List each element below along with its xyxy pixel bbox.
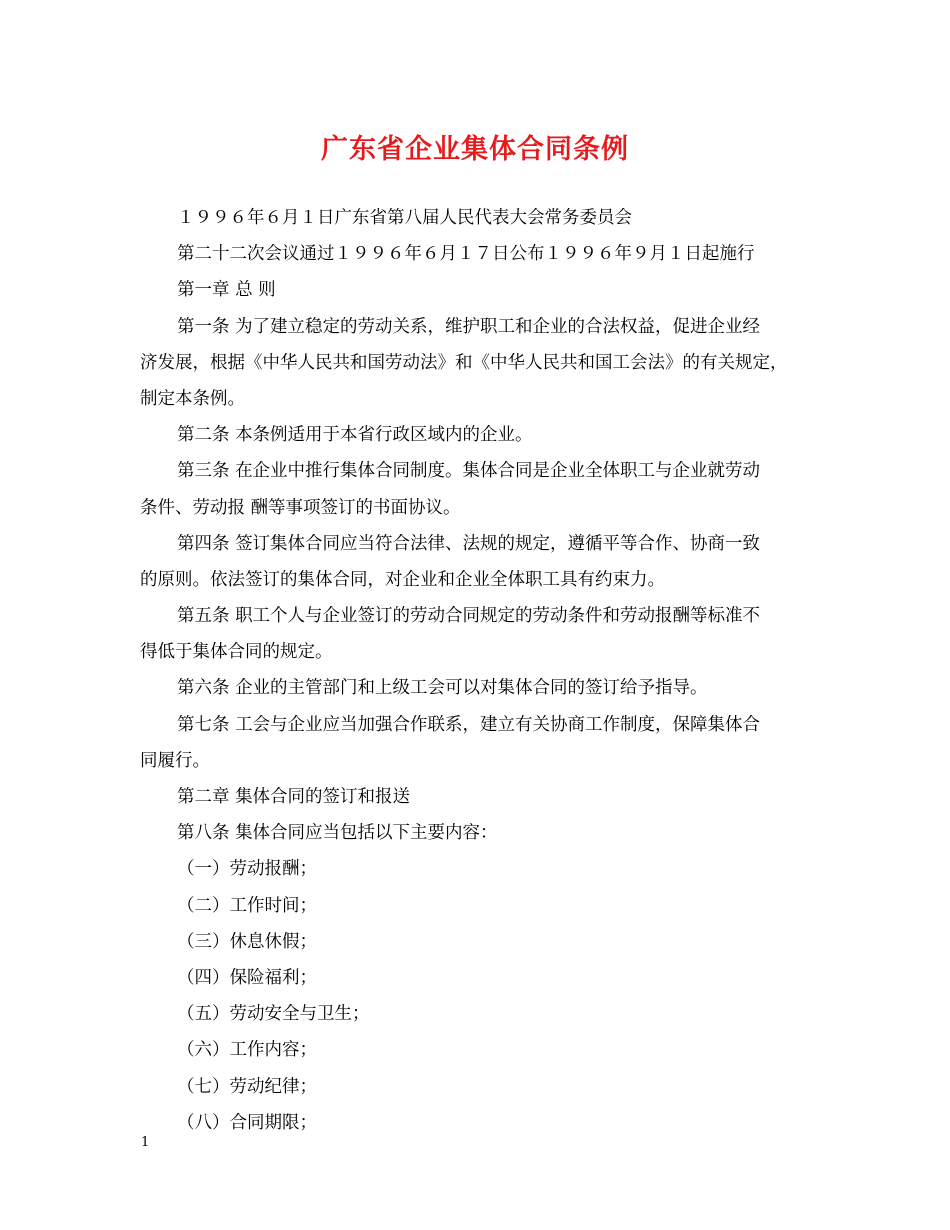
paragraph-line: 第二十二次会议通过１９９６年６月１７日公布１９９６年９月１日起施行 [177,244,755,265]
list-item: （四）保险福利； [177,967,317,988]
paragraph-line: 的原则。依法签订的集体合同，对企业和企业全体职工具有约束力。 [140,569,665,590]
paragraph-line: 制定本条例。 [140,388,245,409]
list-item: （二）工作时间； [177,895,317,916]
paragraph-line: 同履行。 [140,750,210,771]
paragraph-line: 第八条 集体合同应当包括以下主要内容： [177,823,498,844]
paragraph-line: 第七条 工会与企业应当加强合作联系，建立有关协商工作制度，保障集体合 [177,714,761,735]
page-number: 1 [141,1135,150,1150]
paragraph-line: 第一条 为了建立稳定的劳动关系，维护职工和企业的合法权益，促进企业经 [177,316,761,337]
list-item: （八）合同期限； [177,1112,317,1133]
chapter-heading: 第一章 总 则 [177,280,276,301]
paragraph-line: 第五条 职工个人与企业签订的劳动合同规定的劳动条件和劳动报酬等标准不 [177,606,761,627]
list-item: （六）工作内容； [177,1040,317,1061]
list-item: （一）劳动报酬； [177,859,317,880]
list-item: （五）劳动安全与卫生； [177,1004,370,1025]
document-body [140,200,820,1141]
list-item: （七）劳动纪律； [177,1076,317,1097]
paragraph-line: １９９６年６月１日广东省第八届人民代表大会常务委员会 [177,208,632,228]
document-title: 广东省企业集体合同条例 [321,134,629,165]
paragraph-line: 第三条 在企业中推行集体合同制度。集体合同是企业全体职工与企业就劳动 [177,461,761,482]
chapter-heading: 第二章 集体合同的签订和报送 [177,787,411,807]
paragraph-line: 得低于集体合同的规定。 [140,642,333,663]
paragraph-line: 第四条 签订集体合同应当符合法律、法规的规定，遵循平等合作、协商一致 [177,533,761,554]
paragraph-line: 济发展，根据《中华人民共和国劳动法》和《中华人民共和国工会法》的有关规定， [140,352,788,373]
paragraph-line: 第六条 企业的主管部门和上级工会可以对集体合同的签订给予指导。 [177,678,708,699]
list-item: （三）休息休假； [177,931,317,952]
paragraph-line: 条件、劳动报 酬等事项签订的书面协议。 [140,497,461,518]
paragraph-line: 第二条 本条例适用于本省行政区域内的企业。 [177,425,533,446]
